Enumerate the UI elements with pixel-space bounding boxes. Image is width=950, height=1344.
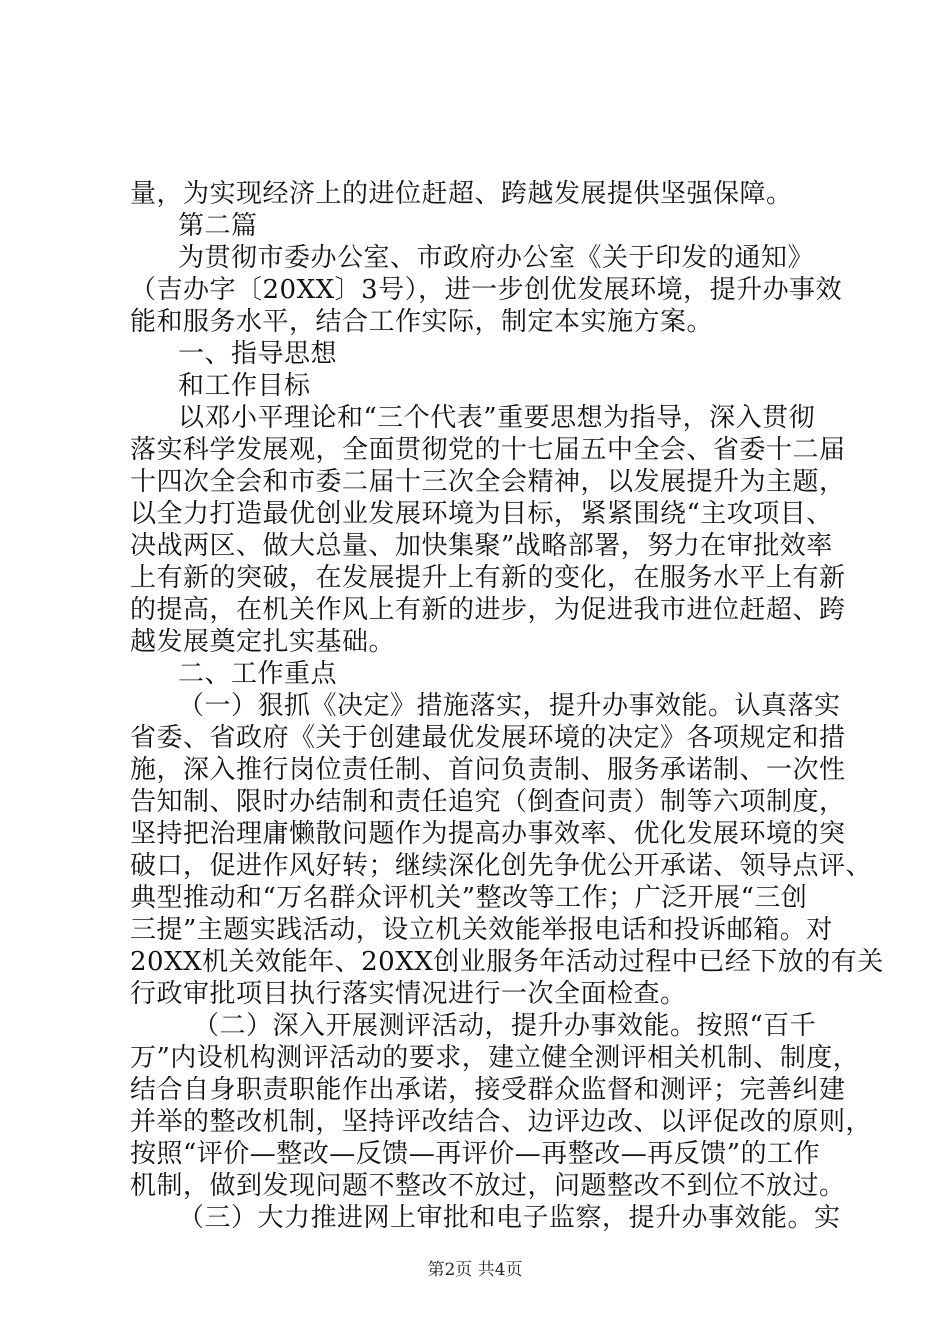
text-line: （三）大力推进网上审批和电子监察，提升办事效能。实 (178, 1203, 841, 1233)
text-line: 以全力打造最优创业发展环境为目标，紧紧围绕“主攻项目、 (130, 499, 833, 529)
text-line: 二、工作重点 (178, 659, 338, 689)
text-line: 决战两区、做大总量、加快集聚”战略部署，努力在审批效率 (130, 531, 833, 561)
text-line: 结合自身职责职能作出承诺，接受群众监督和测评；完善纠建 (130, 1075, 846, 1105)
text-line: 越发展奠定扎实基础。 (130, 627, 396, 657)
text-line: 能和服务水平，结合工作实际，制定本实施方案。 (130, 307, 714, 337)
text-line: 坚持把治理庸懒散问题作为提高办事效率、优化发展环境的突 (130, 819, 846, 849)
text-line: 机制，做到发现问题不整改不放过，问题整改不到位不放过。 (130, 1171, 846, 1201)
text-line: 万”内设机构测评活动的要求，建立健全测评相关机制、制度， (130, 1043, 860, 1073)
text-line: （吉办字〔20XX〕3号），进一步创优发展环境，提升办事效 (130, 275, 843, 305)
text-line: 20XX机关效能年、20XX创业服务年活动过程中已经下放的有关 (130, 947, 884, 977)
text-line: 三提”主题实践活动，设立机关效能举报电话和投诉邮箱。对 (130, 915, 833, 945)
text-line: 施，深入推行岗位责任制、首问负责制、服务承诺制、一次性 (130, 755, 846, 785)
text-line: （一）狠抓《决定》措施落实，提升办事效能。认真落实 (178, 691, 841, 721)
text-line: 典型推动和“万名群众评机关”整改等工作；广泛开展“三创 (130, 883, 808, 913)
text-line: 落实科学发展观，全面贯彻党的十七届五中全会、省委十二届 (130, 435, 846, 465)
text-line: 的提高，在机关作风上有新的进步，为促进我市进位赶超、跨 (130, 595, 846, 625)
text-line: 告知制、限时办结制和责任追究（倒查问责）制等六项制度， (130, 787, 846, 817)
text-line: 十四次全会和市委二届十三次全会精神，以发展提升为主题， (130, 467, 846, 497)
text-line: 破口，促进作风好转；继续深化创先争优公开承诺、领导点评、 (130, 851, 873, 881)
text-line: 第二篇 (178, 211, 258, 241)
page-footer: 第2页 共4页 (427, 1260, 523, 1280)
text-line: 省委、省政府《关于创建最优发展环境的决定》各项规定和措 (130, 723, 846, 753)
text-line: 并举的整改机制，坚持评改结合、边评边改、以评促改的原则， (130, 1107, 873, 1137)
text-line: 上有新的突破，在发展提升上有新的变化，在服务水平上有新 (130, 563, 846, 593)
text-line: 以邓小平理论和“三个代表”重要思想为指导，深入贯彻 (178, 403, 816, 433)
text-line: 量，为实现经济上的进位赶超、跨越发展提供坚强保障。 (130, 179, 793, 209)
text-line: 按照“评价—整改—反馈—再评价—再整改—再反馈”的工作 (130, 1139, 821, 1169)
text-line: 和工作目标 (178, 371, 311, 401)
text-line: 一、指导思想 (178, 339, 338, 369)
text-line: 为贯彻市委办公室、市政府办公室《关于印发的通知》 (178, 243, 815, 273)
text-line: 行政审批项目执行落实情况进行一次全面检查。 (130, 979, 687, 1009)
text-line: （二）深入开展测评活动，提升办事效能。按照“百千 (193, 1011, 817, 1041)
